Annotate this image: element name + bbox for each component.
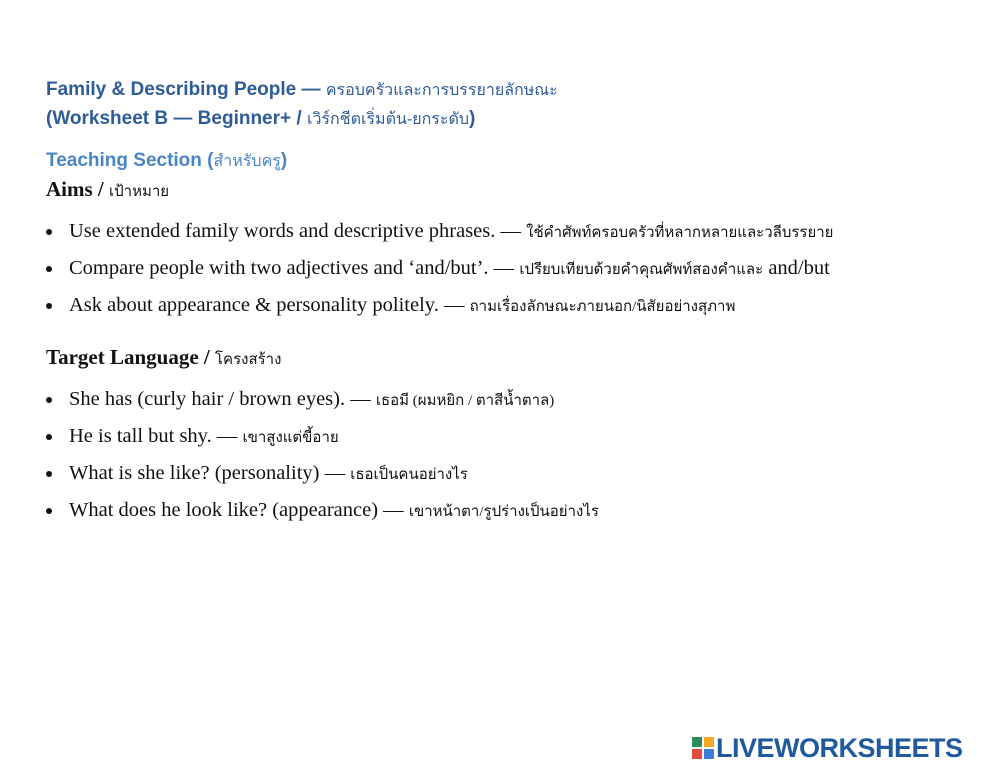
target-thai: เธอเป็นคนอย่างไร bbox=[350, 467, 468, 483]
teaching-section-label bbox=[46, 148, 976, 175]
list-item bbox=[46, 419, 976, 456]
list-item bbox=[46, 493, 976, 530]
teaching-label-close: ) bbox=[280, 150, 288, 171]
target-language-list bbox=[46, 382, 976, 530]
target-english: What does he look like? (appearance) — bbox=[69, 499, 404, 521]
worksheet-subtitle bbox=[46, 105, 976, 134]
aim-tail: and/but bbox=[768, 257, 830, 279]
teaching-label-english: Teaching Section ( bbox=[46, 150, 214, 171]
logo-text: LIVEWORKSHEETS bbox=[716, 732, 963, 763]
title-thai: ครอบครัวและการบรรยายลักษณะ bbox=[325, 82, 558, 99]
subtitle-thai: เวิร์กชีตเริ่มต้น-ยกระดับ bbox=[306, 111, 470, 128]
target-heading-english: Target Language / bbox=[46, 345, 210, 369]
bullet-icon bbox=[46, 471, 52, 477]
aim-thai: ใช้คำศัพท์ครอบครัวที่หลากหลายและวลีบรรยาย bbox=[526, 225, 834, 241]
aim-thai: เปรียบเทียบด้วยคำคุณศัพท์สองคำและ bbox=[519, 262, 764, 278]
target-english: She has (curly hair / brown eyes). — bbox=[69, 388, 371, 410]
bullet-icon bbox=[46, 266, 52, 272]
aims-heading bbox=[46, 175, 976, 206]
list-item bbox=[46, 288, 976, 325]
bullet-icon bbox=[46, 397, 52, 403]
bullet-icon bbox=[46, 434, 52, 440]
aim-english: Compare people with two adjectives and ‘and/but’. — bbox=[69, 257, 515, 279]
list-item bbox=[46, 251, 976, 288]
worksheet-page bbox=[46, 76, 976, 530]
target-heading-thai: โครงสร้าง bbox=[214, 352, 282, 368]
aim-thai: ถามเรื่องลักษณะภายนอก/นิสัยอย่างสุภาพ bbox=[469, 299, 736, 315]
target-thai: เขาสูงแต่ขี้อาย bbox=[242, 430, 339, 446]
target-english: What is she like? (personality) — bbox=[69, 462, 346, 484]
bullet-icon bbox=[46, 508, 52, 514]
target-thai: เธอมี (ผมหยิก / ตาสีน้ำตาล) bbox=[375, 393, 555, 409]
bullet-icon bbox=[46, 229, 52, 235]
list-item bbox=[46, 456, 976, 493]
target-english: He is tall but shy. — bbox=[69, 425, 238, 447]
aims-heading-english: Aims / bbox=[46, 177, 104, 201]
list-item bbox=[46, 382, 976, 419]
bullet-icon bbox=[46, 303, 52, 309]
teaching-label-thai: สำหรับครู bbox=[213, 153, 281, 170]
worksheet-title bbox=[46, 76, 976, 105]
aim-english: Use extended family words and descriptive phrases. — bbox=[69, 220, 522, 242]
subtitle-close: ) bbox=[469, 108, 476, 129]
target-language-heading bbox=[46, 343, 976, 374]
aims-heading-thai: เป้าหมาย bbox=[109, 184, 170, 200]
title-english: Family & Describing People — bbox=[46, 79, 321, 100]
target-thai: เขาหน้าตา/รูปร่างเป็นอย่างไร bbox=[408, 504, 599, 520]
liveworksheets-logo[interactable] bbox=[692, 733, 963, 763]
aim-english: Ask about appearance & personality politely. — bbox=[69, 294, 465, 316]
list-item bbox=[46, 214, 976, 251]
liveworksheets-logo-icon bbox=[692, 737, 714, 759]
subtitle-english: (Worksheet B — Beginner+ / bbox=[46, 108, 302, 129]
aims-list bbox=[46, 214, 976, 325]
